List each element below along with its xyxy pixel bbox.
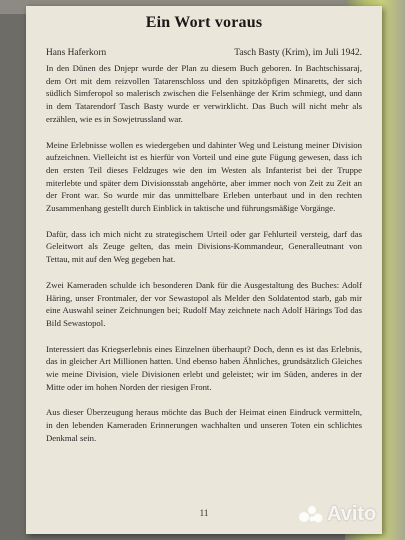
page-title: Ein Wort voraus: [145, 14, 263, 31]
byline: [46, 48, 362, 58]
paragraph-4: Zwei Kameraden schulde ich besonderen Dank für die Ausgestaltung des Buches: Adolf Häring, unser Frontmaler, der vor Sewastopol als Melder den Soldatentod starb, gab mir eine Auswahl seiner Zeichnungen bei; Rudolf May zeichnete nach Adolf Härings Tod das Bild Sewastopol.: [46, 279, 362, 328]
author-name: Hans Haferkorn: [46, 48, 107, 58]
paragraph-3: Dafür, dass ich mich nicht zu strategischem Urteil oder gar Fehlurteil versteig, darf das Geleitwort als Zeuge gelten, das mein Divisions-Kommandeur, Generalleutnant von Tettau, mit auf den Weg gegeben hat.: [46, 228, 362, 265]
avito-logo-icon: [298, 504, 324, 524]
paragraph-6: Aus dieser Überzeugung heraus möchte das Buch der Heimat einen Eindruck vermitteln, in den lebenden Kameraden Erinnerungen wachhalten und unseren Toten ein schlichtes Denkmal sein.: [46, 407, 362, 443]
page-number: 11: [199, 508, 209, 518]
book-page: [26, 6, 382, 534]
place-date: Tasch Basty (Krim), im Juli 1942.: [234, 48, 362, 58]
watermark-text: Avito: [327, 502, 377, 525]
paragraph-1: In den Dünen des Dnjepr wurde der Plan zu diesem Buch geboren. In Bachtschissaraj, dem Ort mit dem reizvollen Tatarenschloss und den spitzköpfigen Minaretts, der sich südlich Simferopol so malerisch zwischen die Felsenhänge der Krim schmiegt, und dann in dem Tatarendorf Tasch Basty wurde er verwirklicht. Das Buch will nicht mehr als erzählen, wie es in Sowjetrussland war.: [46, 63, 362, 124]
paragraph-5: Interessiert das Kriegserlebnis eines Einzelnen überhaupt? Doch, denn es ist das Erlebnis, das in gleicher Art Millionen hatten. Und ebenso haben Ähnliches, grundsätzlich Gleiches wie meine Division, viele Divisionen erlebt und geleistet; wir im Süden, anderes in der Mitte oder im hohen Norden der riesigen Front.: [46, 343, 362, 392]
avito-watermark: [298, 500, 376, 528]
paragraph-2: Meine Erlebnisse wollen es wiedergeben und dahinter Weg und Leistung meiner Division aufzeichnen. Vielleicht ist es hierfür von Vorteil und eine gute Fügung gewesen, dass ich den ersten Teil dieses Feldzuges wie den im Westen als Infanterist bei der Truppe miterlebte und später dem Divisionsstab angehörte, aber immer noch von Zeit zu Zeit an der Front war. So wurde mir das unmittelbare Erleben unterbaut und in den rechten Zusammenhang gestellt durch Einblick in taktische und führungsmäßige Vorgänge.: [46, 139, 362, 214]
page-content: [46, 14, 362, 445]
